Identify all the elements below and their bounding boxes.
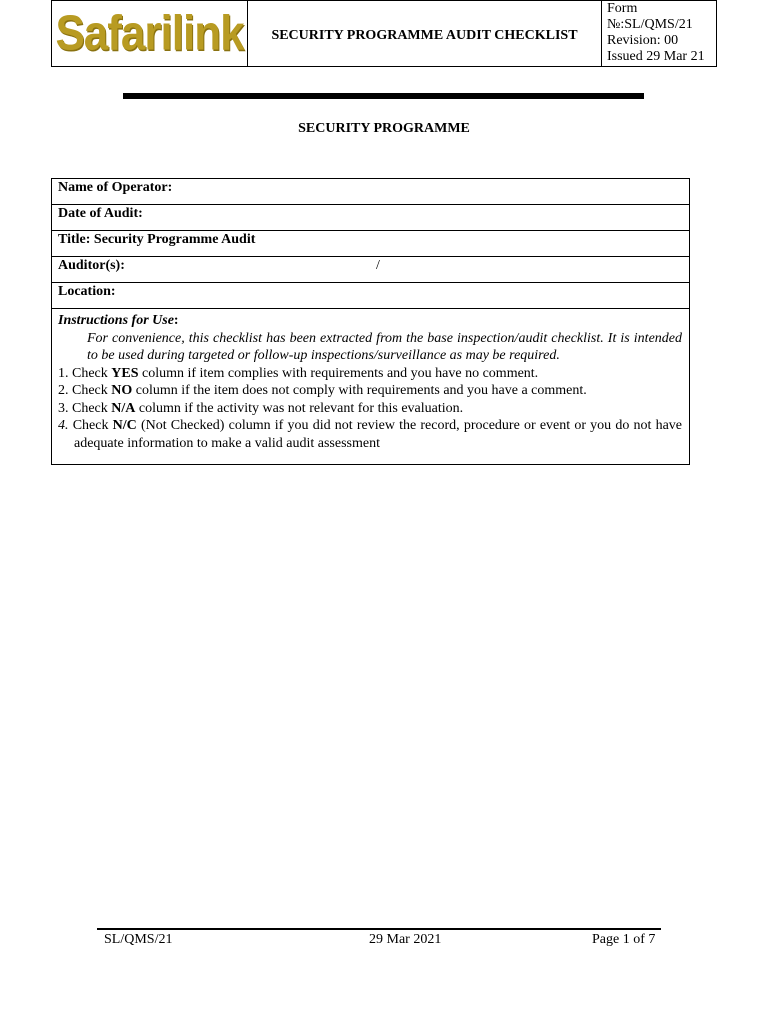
- form-number: №:SL/QMS/21: [607, 17, 693, 32]
- instructions-block: [52, 309, 689, 464]
- auditors-label: Auditor(s):: [58, 258, 125, 273]
- form-meta: [602, 1, 716, 66]
- title-label: Title: Security Programme Audit: [58, 232, 256, 247]
- form-label: Form: [607, 1, 638, 16]
- section-title: SECURITY PROGRAMME: [298, 121, 470, 136]
- instructions-heading: Instructions for Use:: [58, 313, 179, 328]
- date-row: [52, 205, 689, 231]
- instruction-item: 2. Check NO column if the item does not comply with requirements and you have a comment.: [58, 383, 587, 398]
- header-title: SECURITY PROGRAMME AUDIT CHECKLIST: [248, 1, 602, 66]
- audit-form: [51, 178, 690, 465]
- auditors-separator: /: [376, 258, 380, 273]
- operator-label: Name of Operator:: [58, 180, 173, 195]
- document-header: [51, 0, 717, 67]
- auditors-row: [52, 257, 689, 283]
- issue-date: Issued 29 Mar 21: [607, 49, 705, 64]
- date-label: Date of Audit:: [58, 206, 143, 221]
- instructions-intro: For convenience, this checklist has been extracted from the base inspection/audit checklist. It is intended to be used during targeted or follow-up inspections/surveillance as may be required.: [87, 330, 682, 363]
- revision: Revision: 00: [607, 33, 679, 48]
- instruction-item: 1. Check YES column if item complies with requirements and you have no comment.: [58, 365, 539, 381]
- footer-page-number: Page 1 of 7: [592, 932, 656, 947]
- location-label: Location:: [58, 284, 116, 299]
- header-divider: [123, 93, 644, 99]
- title-row: [52, 231, 689, 257]
- instruction-item: 4. Check N/C (Not Checked) column if you did not review the record, procedure or event or you do not have adequate information to make a valid audit assessment: [58, 418, 683, 451]
- logo-cell: [52, 1, 248, 66]
- footer-code: SL/QMS/21: [104, 932, 173, 947]
- location-row: [52, 283, 689, 309]
- footer-divider: [97, 928, 661, 930]
- instruction-item: 3. Check N/A column if the activity was not relevant for this evaluation.: [58, 400, 464, 416]
- operator-row: [52, 179, 689, 205]
- footer-date: 29 Mar 2021: [369, 932, 442, 947]
- safarilink-logo: Safarilink: [55, 5, 244, 61]
